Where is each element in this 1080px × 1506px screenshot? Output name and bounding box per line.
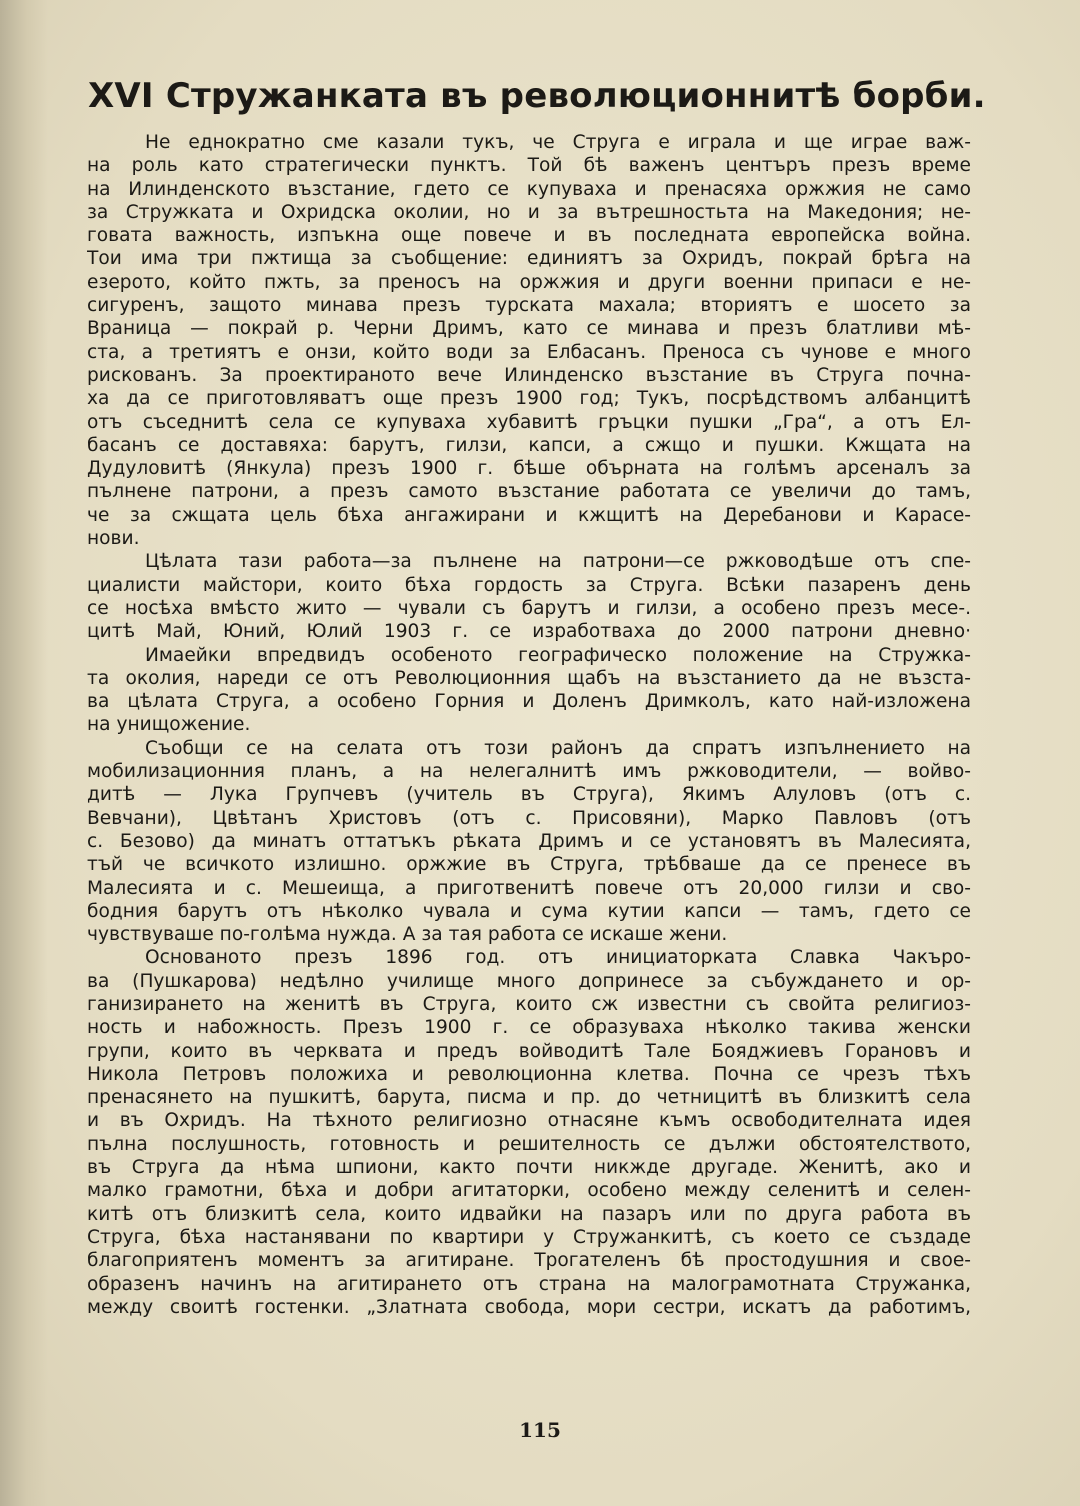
- text-line: Дудуловитѣ (Янкула) презъ 1900 г. бѣше обърната на голѣмъ арсеналъ за: [87, 458, 971, 480]
- text-line: на роль като стратегически пунктъ. Той бѣ важенъ центъръ презъ време: [87, 155, 971, 177]
- text-line: ганизирането на женитѣ въ Струга, които сж известни съ свойта религиоз-: [87, 993, 971, 1015]
- text-line: въ Струга да нѣма шпиони, както почти никжде другаде. Женитѣ, ако и: [87, 1157, 971, 1179]
- text-line: Имаейки впредвидъ особеното географическо положение на Стружка-: [145, 644, 971, 666]
- text-line: Вевчани), Цвѣтанъ Христовъ (отъ с. Присовяни), Марко Павловъ (отъ: [87, 807, 971, 829]
- text-line: дитѣ — Лука Групчевъ (учитель въ Струга), Якимъ Алуловъ (отъ с.: [87, 784, 971, 806]
- text-line: Не еднократно сме казали тукъ, че Струга е играла и ще играе важ-: [145, 132, 971, 153]
- text-line: бодния барутъ отъ нѣколко чувала и сума кутии капси — тамъ, гдето се: [87, 900, 971, 922]
- text-line: та околия, нареди се отъ Революционния щабъ на възстанието да не възста-: [87, 667, 971, 689]
- text-line: за Стружката и Охридска околии, но и за вътрешностьта на Македония; не-: [87, 201, 971, 223]
- text-line: говата важность, изпъкна още повече и въ последната европейска война.: [87, 225, 971, 247]
- text-line: чувствуваше по-голѣма нужда. А за тая работа се искаше жени.: [87, 924, 728, 946]
- text-line: пълна послушность, готовность и решителность се дължи обстоятелството,: [87, 1133, 971, 1155]
- chapter-heading: XVI Стружанката въ революционнитѣ борби.: [88, 76, 986, 116]
- text-line: между своитѣ гостенки. „Златната свобода, мори сестри, искатъ да работимъ,: [87, 1296, 971, 1318]
- text-line: ва цѣлата Струга, а особено Горния и Доленъ Дримколъ, като най-изложена: [87, 691, 971, 713]
- text-line: че за сжщата цель бѣха ангажирани и кжщитѣ на Деребанови и Карасе-: [87, 504, 971, 526]
- text-line: Тои има три пжтища за съобщение: единиятъ за Охридъ, покрай брѣга на: [87, 248, 971, 270]
- text-line: образенъ начинъ на агитирането отъ страна на малограмотната Стружанка,: [87, 1273, 971, 1295]
- page-number: 115: [519, 1418, 561, 1442]
- text-line: благоприятенъ моментъ за агитиране. Трогателенъ бѣ простодушния и свое-: [87, 1250, 971, 1272]
- text-line: ва (Пушкарова) недѣлно училище много допринесе за събуждането и ор-: [87, 970, 971, 992]
- text-line: ность и набожность. Презъ 1900 г. се образуваха нѣколко такива женски: [87, 1017, 971, 1039]
- text-line: циалисти майстори, които бѣха гордость за Струга. Всѣки пазаренъ день: [87, 574, 971, 596]
- text-line: на унищожение.: [87, 714, 251, 736]
- text-line: тъй че всичкото излишно. оржжие въ Струга, трѣбваше да се пренесе въ: [87, 854, 971, 876]
- text-line: цитѣ Май, Юний, Юлий 1903 г. се изработваха до 2000 патрони дневно·: [87, 621, 971, 643]
- text-line: Цѣлата тази работа—за пълнене на патрони—се ржководѣше отъ спе-: [145, 551, 971, 573]
- text-line: малко грамотни, бѣха и добри агитаторки, особено между селенитѣ и селен-: [87, 1180, 971, 1202]
- text-line: се носѣха вмѣсто жито — чували съ барутъ и гилзи, а особено презъ месе-.: [87, 597, 971, 619]
- text-line: и въ Охридъ. На тѣхното религиозно отнасяне къмъ освободителната идея: [87, 1110, 971, 1132]
- text-line: китѣ отъ близкитѣ села, които идвайки на пазаръ или по друга работа въ: [87, 1203, 971, 1225]
- text-line: сигуренъ, защото минава презъ турската махала; вториятъ е шосето за: [87, 295, 971, 317]
- text-line: с. Безово) да минатъ оттатъкъ рѣката Дримъ и се установятъ въ Малесията,: [87, 830, 971, 852]
- text-line: групи, които въ черквата и предъ войводитѣ Тале Бояджиевъ Горановъ и: [87, 1040, 971, 1062]
- text-line: отъ съседнитѣ села се купуваха хубавитѣ гръцки пушки „Гра“, а отъ Ел-: [87, 411, 971, 433]
- text-line: пълнене патрони, а презъ самото възстание работата се увеличи до тамъ,: [87, 481, 971, 503]
- text-line: мобилизационния планъ, а на нелегалнитѣ имъ ржководители, — войво-: [87, 761, 971, 783]
- text-line: на Илинденското възстание, гдето се купуваха и пренасяха оржжия не само: [87, 178, 971, 200]
- text-line: рискованъ. За проектираното вече Илинденско възстание въ Струга почна-: [87, 364, 971, 386]
- text-line: Съобщи се на селата отъ този районъ да спратъ изпълнението на: [145, 737, 971, 759]
- text-line: ха да се приготовляватъ още презъ 1900 год; Тукъ, посрѣдствомъ албанцитѣ: [87, 388, 971, 410]
- body-text: [87, 131, 971, 1319]
- text-line: Никола Петровъ положиха и революционна клетва. Почна се чрезъ тѣхъ: [87, 1063, 971, 1085]
- binding-shadow: [0, 0, 48, 1506]
- text-line: пренасянето на пушкитѣ, барута, писма и пр. до четницитѣ въ близкитѣ села: [87, 1087, 971, 1109]
- text-line: нови.: [87, 528, 140, 550]
- text-line: езерото, който пжть, за преносъ на оржжия и други военни припаси е не-: [87, 271, 971, 293]
- text-line: басанъ се доставяха: барутъ, гилзи, капси, а сжщо и пушки. Кжщата на: [87, 434, 971, 456]
- text-line: Основаното презъ 1896 год. отъ инициаторката Славка Чакъро-: [145, 947, 971, 969]
- text-line: Враница — покрай р. Черни Дримъ, като се минава и презъ блатливи мѣ-: [87, 318, 971, 340]
- text-line: ста, а третиятъ е онзи, който води за Елбасанъ. Преноса съ чунове е много: [87, 341, 971, 363]
- text-line: Малесията и с. Мешеища, а приготвенитѣ повече отъ 20,000 гилзи и сво-: [87, 877, 971, 899]
- text-line: Струга, бѣха настанявани по квартири у Стружанкитѣ, съ което се създаде: [87, 1226, 971, 1248]
